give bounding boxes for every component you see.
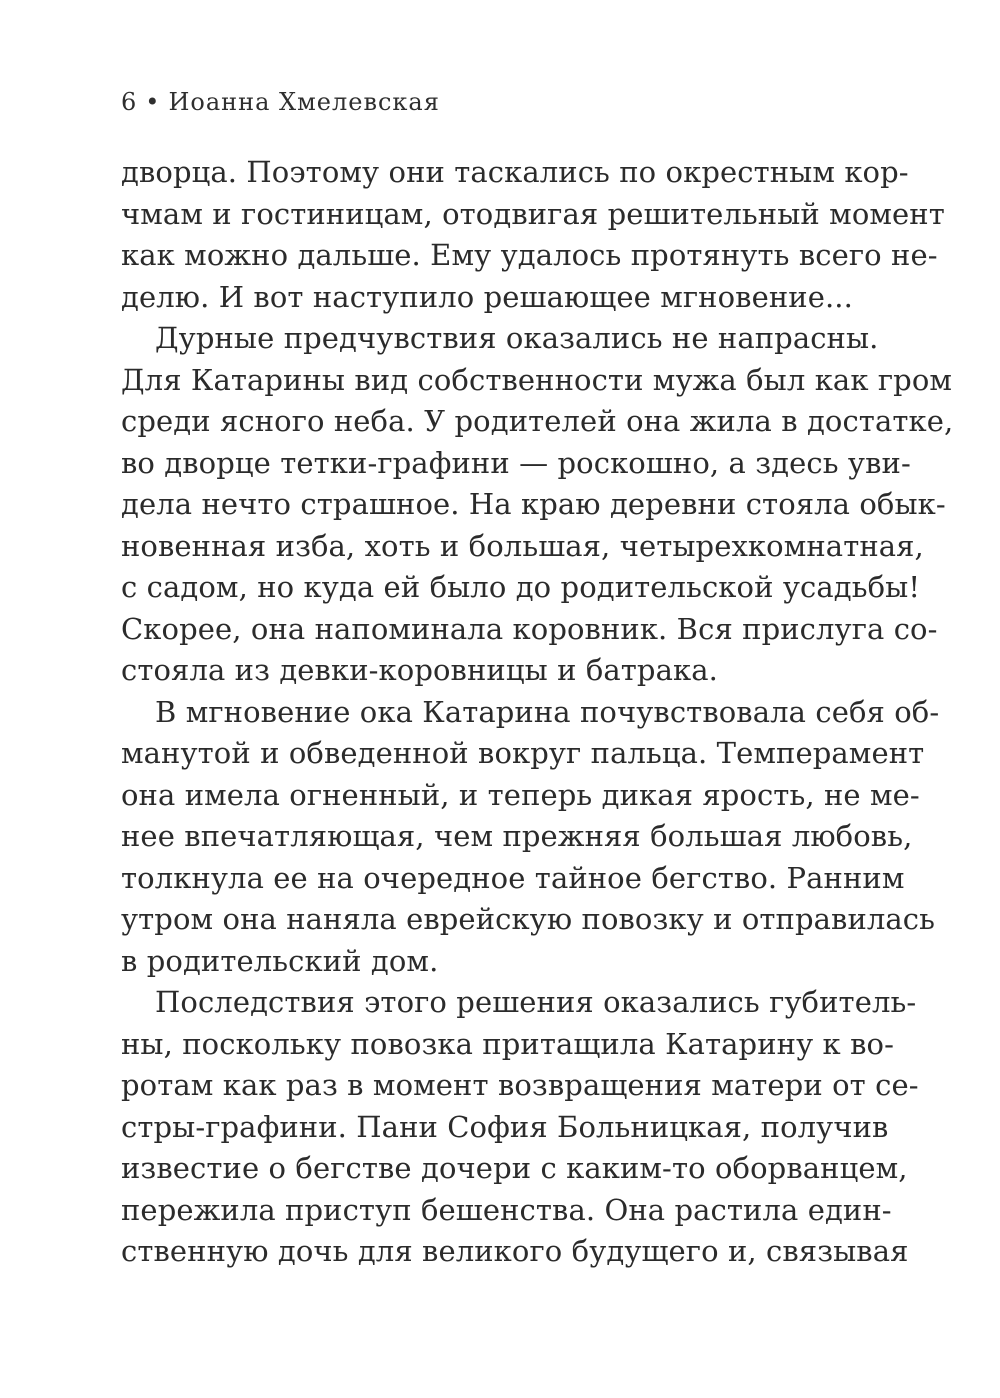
- text-line: дворца. Поэтому они таскались по окрестным кор-: [121, 155, 909, 189]
- text-line: известие о бегстве дочери с каким-то оборванцем,: [121, 1151, 908, 1185]
- header-separator: •: [145, 88, 161, 116]
- text-line: среди ясного неба. У родителей она жила в достатке,: [121, 404, 954, 438]
- text-line: нее впечатляющая, чем прежняя большая любовь,: [121, 819, 913, 853]
- text-line: новенная изба, хоть и большая, четырехкомнатная,: [121, 528, 924, 563]
- page-number: 6: [121, 88, 138, 116]
- text-line: Дурные предчувствия оказались не напрасны.: [155, 321, 879, 355]
- text-line: с садом, но куда ей было до родительской усадьбы!: [121, 570, 921, 604]
- text-line: чмам и гостиницам, отодвигая решительный момент: [121, 196, 945, 231]
- text-line: дела нечто страшное. На краю деревни стояла обык-: [121, 487, 946, 521]
- text-line: во дворце тетки-графини — роскошно, а здесь уви-: [121, 445, 911, 480]
- text-line: утром она наняла еврейскую повозку и отправилась: [121, 902, 936, 936]
- text-line: ротам как раз в момент возвращения матери от се-: [121, 1068, 919, 1102]
- text-line: делю. И вот наступило решающее мгновение...: [121, 279, 853, 314]
- text-line: пережила приступ бешенства. Она растила един-: [121, 1192, 892, 1227]
- text-line: как можно дальше. Ему удалось протянуть всего не-: [121, 238, 938, 272]
- text-line: стры-графини. Пани София Больницкая, получив: [121, 1109, 889, 1144]
- text-line: стояла из девки-коровницы и батрака.: [121, 653, 718, 687]
- text-line: она имела огненный, и теперь дикая ярость, не ме-: [121, 777, 920, 812]
- page-body: [121, 152, 954, 1273]
- running-head: [121, 88, 440, 116]
- text-line: в родительский дом.: [121, 943, 439, 978]
- text-line: Скорее, она напоминала коровник. Вся прислуга со-: [121, 611, 938, 646]
- text-line: Для Катарины вид собственности мужа был как гром: [121, 362, 953, 397]
- text-line: ны, поскольку повозка притащила Катарину к во-: [121, 1026, 894, 1061]
- text-line: ственную дочь для великого будущего и, связывая: [121, 1234, 909, 1268]
- text-line: толкнула ее на очередное тайное бегство. Ранним: [121, 860, 905, 895]
- text-line: манутой и обведенной вокруг пальца. Темперамент: [121, 736, 925, 770]
- text-line: Последствия этого решения оказались губитель-: [155, 985, 917, 1019]
- text-line: В мгновение ока Катарина почувствовала себя об-: [155, 694, 940, 729]
- author-name: Иоанна Хмелевская: [168, 88, 440, 116]
